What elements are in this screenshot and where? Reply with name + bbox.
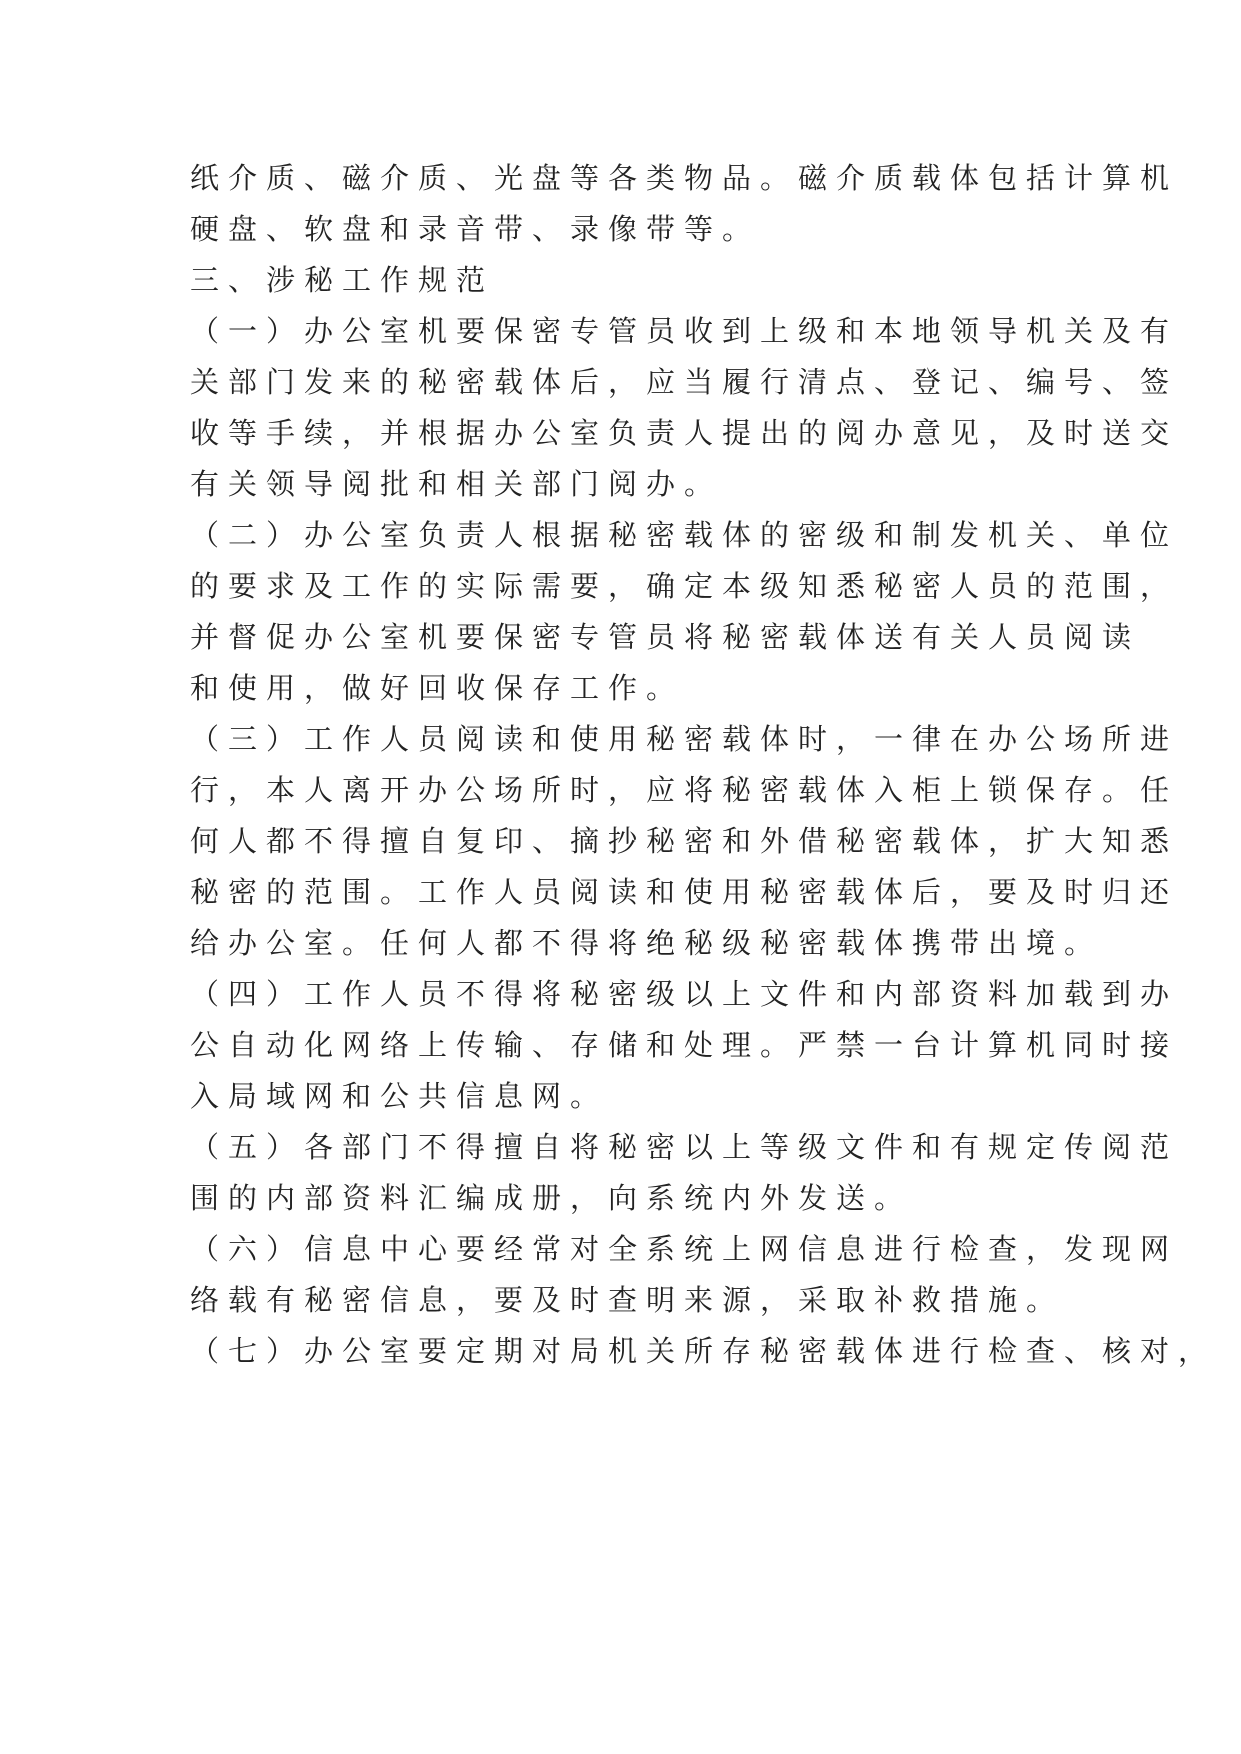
text-line-19: 入局域网和公共信息网。 — [190, 1079, 609, 1113]
text-line-7: 有关领导阅批和相关部门阅办。 — [190, 467, 723, 501]
text-line-8: （二）办公室负责人根据秘密载体的密级和制发机关、单位 — [190, 518, 1179, 552]
text-line-11: 和使用，做好回收保存工作。 — [190, 671, 685, 705]
text-line-22: （六）信息中心要经常对全系统上网信息进行检查，发现网 — [190, 1232, 1179, 1266]
text-line-2: 硬盘、软盘和录音带、录像带等。 — [190, 212, 761, 246]
text-line-1: 纸介质、磁介质、光盘等各类物品。磁介质载体包括计算机 — [190, 161, 1179, 195]
text-line-9: 的要求及工作的实际需要，确定本级知悉秘密人员的范围， — [190, 569, 1179, 603]
text-line-23: 络载有秘密信息，要及时查明来源，采取补救措施。 — [190, 1283, 1065, 1317]
section-heading: 三、涉秘工作规范 — [190, 263, 495, 297]
text-line-5: 关部门发来的秘密载体后，应当履行清点、登记、编号、签 — [190, 365, 1179, 399]
text-line-16: 给办公室。任何人都不得将绝秘级秘密载体携带出境。 — [190, 926, 1103, 960]
text-line-6: 收等手续，并根据办公室负责人提出的阅办意见，及时送交 — [190, 416, 1179, 450]
text-line-12: （三）工作人员阅读和使用秘密载体时，一律在办公场所进 — [190, 722, 1179, 756]
text-line-10: 并督促办公室机要保密专管员将秘密载体送有关人员阅读 — [190, 620, 1141, 654]
text-line-21: 围的内部资料汇编成册，向系统内外发送。 — [190, 1181, 913, 1215]
text-line-13: 行，本人离开办公场所时，应将秘密载体入柜上锁保存。任 — [190, 773, 1179, 807]
text-line-4: （一）办公室机要保密专管员收到上级和本地领导机关及有 — [190, 314, 1179, 348]
text-line-17: （四）工作人员不得将秘密级以上文件和内部资料加载到办 — [190, 977, 1179, 1011]
text-line-18: 公自动化网络上传输、存储和处理。严禁一台计算机同时接 — [190, 1028, 1179, 1062]
text-line-24: （七）办公室要定期对局机关所存秘密载体进行检查、核对， — [190, 1334, 1217, 1368]
text-line-15: 秘密的范围。工作人员阅读和使用秘密载体后，要及时归还 — [190, 875, 1179, 909]
text-line-14: 何人都不得擅自复印、摘抄秘密和外借秘密载体，扩大知悉 — [190, 824, 1179, 858]
text-line-20: （五）各部门不得擅自将秘密以上等级文件和有规定传阅范 — [190, 1130, 1179, 1164]
